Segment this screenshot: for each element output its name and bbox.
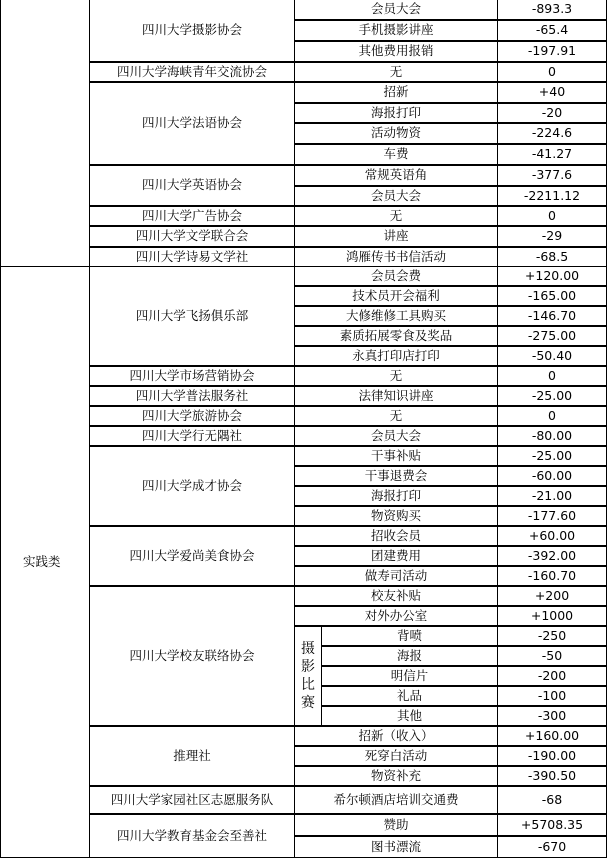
amount-value: -190.00 [497,746,607,766]
item-name: 永真打印店打印 [294,346,498,366]
item-name: 车费 [294,144,498,165]
amount-value: -377.6 [497,165,607,186]
amount-value: -250 [497,626,607,646]
amount-value: +200 [497,586,607,606]
amount-value: -25.00 [497,386,607,406]
amount-value: -146.70 [497,306,607,326]
amount-value: -60.00 [497,466,607,486]
item-name: 招收会员 [294,526,498,546]
item-name: 海报打印 [294,103,498,123]
item-name: 赞助 [294,814,498,836]
item-name: 鸿雁传书书信活动 [294,247,498,268]
amount-value: -197.91 [497,41,607,62]
amount-value: -177.60 [497,506,607,526]
amount-value: -224.6 [497,123,607,144]
item-name: 物资购买 [294,506,498,526]
item-name: 招新 [294,82,498,103]
amount-value: -275.00 [497,326,607,346]
amount-value: -50.40 [497,346,607,366]
amount-value: -390.50 [497,766,607,786]
item-name: 海报 [321,646,498,666]
item-name: 海报打印 [294,486,498,506]
organization-name: 四川大学广告协会 [89,206,295,226]
amount-value: -68.5 [497,247,607,268]
organization-name: 四川大学家园社区志愿服务队 [89,786,295,814]
amount-value: -2211.12 [497,186,607,206]
organization-name: 四川大学成才协会 [89,446,295,526]
amount-value: -100 [497,686,607,706]
amount-value: -20 [497,103,607,123]
amount-value: +5708.35 [497,814,607,836]
amount-value: +160.00 [497,726,607,746]
amount-value: -670 [497,836,607,858]
item-name: 其他 [321,706,498,726]
amount-value: -200 [497,666,607,686]
amount-value: -50 [497,646,607,666]
organization-name: 四川大学市场营销协会 [89,366,295,386]
item-name: 图书漂流 [294,836,498,858]
amount-value: -25.00 [497,446,607,466]
item-name: 校友补贴 [294,586,498,606]
amount-value: -893.3 [497,0,607,20]
item-name: 无 [294,406,498,426]
item-name: 干事退费会 [294,466,498,486]
amount-value: -392.00 [497,546,607,566]
amount-value: 0 [497,406,607,426]
amount-value: 0 [497,206,607,226]
category-cell [0,0,90,268]
amount-value: +60.00 [497,526,607,546]
amount-value: 0 [497,62,607,82]
amount-value: -68 [497,786,607,814]
organization-name: 四川大学飞扬俱乐部 [89,266,295,366]
item-name: 希尔顿酒店培训交通费 [294,786,498,814]
item-name: 无 [294,62,498,82]
item-name: 其他费用报销 [294,41,498,62]
item-name: 会员大会 [294,0,498,20]
item-name: 招新（收入） [294,726,498,746]
amount-value: -165.00 [497,286,607,306]
item-name: 常规英语角 [294,165,498,186]
organization-name: 推理社 [89,726,295,786]
item-name: 会员大会 [294,186,498,206]
organization-name: 四川大学旅游协会 [89,406,295,426]
item-name: 会员会费 [294,266,498,286]
item-name: 活动物资 [294,123,498,144]
organization-name: 四川大学普法服务社 [89,386,295,406]
amount-value: -160.70 [497,566,607,586]
item-name: 干事补贴 [294,446,498,466]
item-name: 团建费用 [294,546,498,566]
amount-value: -300 [497,706,607,726]
item-name: 讲座 [294,226,498,247]
item-name: 背喷 [321,626,498,646]
organization-name: 四川大学摄影协会 [89,0,295,62]
organization-name: 四川大学行无隅社 [89,426,295,446]
organization-name: 四川大学英语协会 [89,165,295,206]
amount-value: -41.27 [497,144,607,165]
organization-name: 四川大学海峡青年交流协会 [89,62,295,82]
item-name: 会员大会 [294,426,498,446]
organization-name: 四川大学爱尚美食协会 [89,526,295,586]
item-name: 无 [294,206,498,226]
item-name: 大修维修工具购买 [294,306,498,326]
item-name: 对外办公室 [294,606,498,626]
organization-name: 四川大学法语协会 [89,82,295,165]
amount-value: -29 [497,226,607,247]
item-name: 做寿司活动 [294,566,498,586]
item-name: 手机摄影讲座 [294,20,498,41]
item-name: 素质拓展零食及奖品 [294,326,498,346]
organization-name: 四川大学文学联合会 [89,226,295,247]
amount-value: -80.00 [497,426,607,446]
organization-name: 四川大学教育基金会至善社 [89,814,295,858]
item-name: 法律知识讲座 [294,386,498,406]
organization-name: 四川大学诗易文学社 [89,247,295,268]
amount-value: 0 [497,366,607,386]
amount-value: +40 [497,82,607,103]
organization-name: 四川大学校友联络协会 [89,586,295,726]
item-name: 死穿白活动 [294,746,498,766]
item-name: 物资补充 [294,766,498,786]
amount-value: +1000 [497,606,607,626]
item-name: 技术员开会福利 [294,286,498,306]
amount-value: -65.4 [497,20,607,41]
item-name: 无 [294,366,498,386]
subgroup-label: 摄 影 比 赛 [294,626,322,726]
item-name: 礼品 [321,686,498,706]
amount-value: +120.00 [497,266,607,286]
category-cell: 实践类 [0,266,90,858]
amount-value: -21.00 [497,486,607,506]
item-name: 明信片 [321,666,498,686]
